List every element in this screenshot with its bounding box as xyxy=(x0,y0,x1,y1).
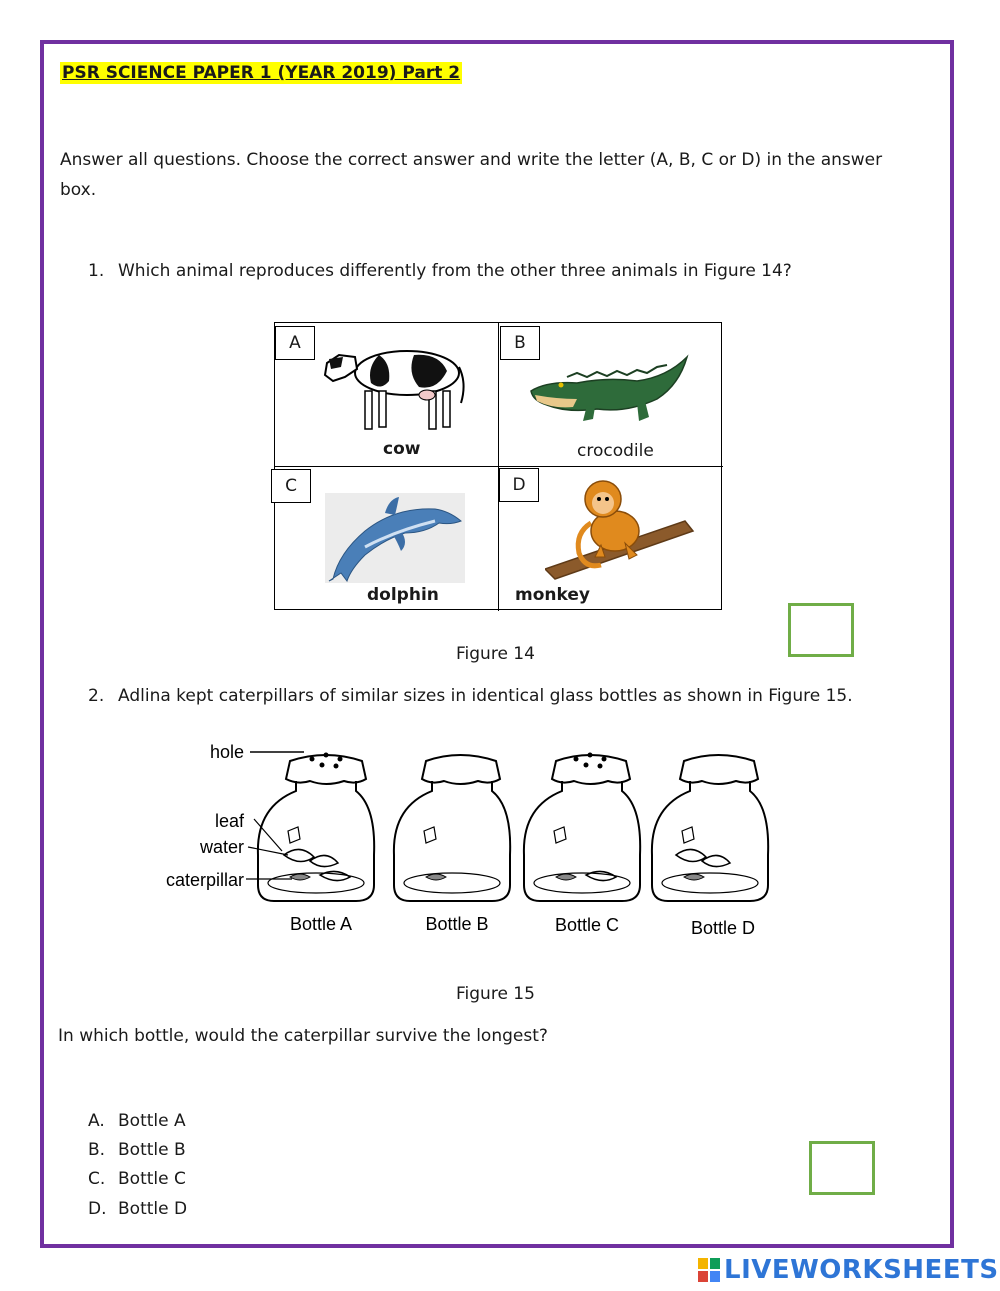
label-leaf: leaf xyxy=(214,811,244,831)
option-c-letter: C. xyxy=(88,1169,106,1189)
animal-name-monkey: monkey xyxy=(515,585,590,605)
bottle-a-label: Bottle A xyxy=(289,914,353,934)
bottle-b-illustration xyxy=(394,755,510,901)
liveworksheets-logo-icon xyxy=(698,1258,720,1282)
option-d-text: Bottle D xyxy=(118,1199,188,1219)
liveworksheets-logo-text: LIVEWORKSHEETS xyxy=(724,1255,999,1285)
bottle-b-label: Bottle B xyxy=(425,914,489,934)
bottle-c-label: Bottle C xyxy=(554,915,620,935)
figure-14-grid xyxy=(274,322,722,610)
bottle-a-illustration xyxy=(246,752,374,901)
animal-name-crocodile: crocodile xyxy=(577,441,654,461)
bottle-c-illustration xyxy=(524,753,640,902)
letter-box-d: D xyxy=(499,468,539,502)
option-c-text: Bottle C xyxy=(118,1169,186,1189)
option-a-letter: A. xyxy=(88,1111,105,1131)
option-b xyxy=(88,1140,186,1160)
cell-cow xyxy=(275,323,499,467)
liveworksheets-logo[interactable] xyxy=(698,1256,999,1284)
cell-monkey xyxy=(499,467,723,611)
figure-15-caption: Figure 15 xyxy=(456,984,535,1004)
cell-dolphin xyxy=(275,467,499,611)
animal-name-cow: cow xyxy=(383,439,421,459)
option-d-letter: D. xyxy=(88,1199,107,1219)
bottle-d-label: Bottle D xyxy=(690,918,756,938)
instructions: Answer all questions. Choose the correct answer and write the letter (A, B, C or D) in the answer box. xyxy=(60,150,883,200)
question-1-text: Which animal reproduces differently from the other three animals in Figure 14? xyxy=(118,261,792,281)
crocodile-image xyxy=(527,347,697,437)
figure-15-bottles xyxy=(150,735,790,945)
page-title: PSR SCIENCE PAPER 1 (YEAR 2019) Part 2 xyxy=(62,63,461,83)
animal-name-dolphin: dolphin xyxy=(367,585,439,605)
answer-box-1[interactable] xyxy=(788,603,854,657)
figure-14-caption: Figure 14 xyxy=(456,644,535,664)
bottle-d-illustration xyxy=(652,755,768,901)
option-c xyxy=(88,1169,186,1189)
letter-box-a: A xyxy=(275,326,315,360)
option-a-text: Bottle A xyxy=(118,1111,186,1131)
letter-box-b: B xyxy=(500,326,540,360)
question-2-number: 2. xyxy=(88,686,105,706)
option-b-text: Bottle B xyxy=(118,1140,186,1160)
question-1-number: 1. xyxy=(88,261,105,281)
option-a xyxy=(88,1111,186,1131)
label-hole: hole xyxy=(209,742,244,762)
cell-crocodile xyxy=(499,323,723,467)
answer-box-2[interactable] xyxy=(809,1141,875,1195)
label-water: water xyxy=(199,837,244,857)
question-2-prompt: In which bottle, would the caterpillar survive the longest? xyxy=(58,1026,548,1046)
letter-box-c: C xyxy=(271,469,311,503)
monkey-image xyxy=(545,473,695,583)
question-2-text: Adlina kept caterpillars of similar sizes in identical glass bottles as shown in Figure 15. xyxy=(118,686,853,706)
option-b-letter: B. xyxy=(88,1140,106,1160)
option-d xyxy=(88,1199,187,1219)
dolphin-image xyxy=(325,493,465,583)
label-caterpillar: caterpillar xyxy=(165,870,244,890)
cow-image xyxy=(319,333,469,437)
